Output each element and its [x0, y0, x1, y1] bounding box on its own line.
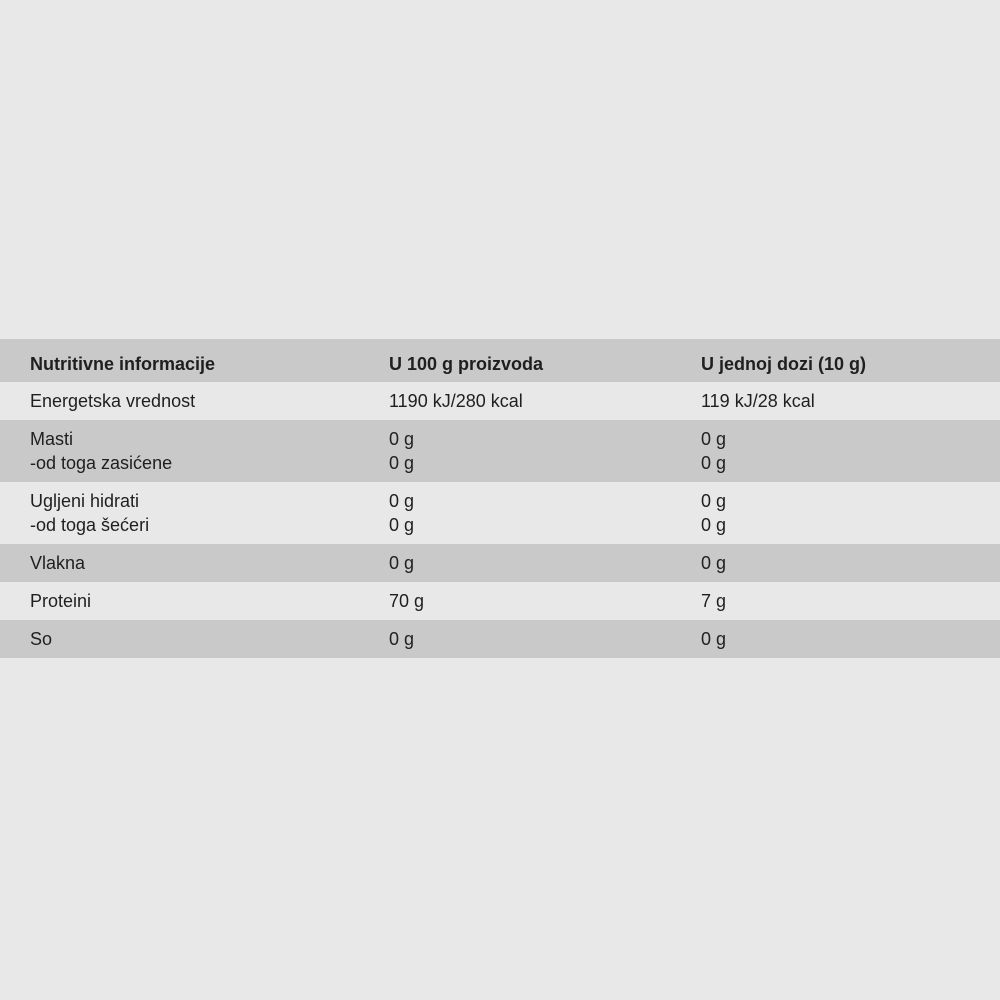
header-nutrition-info: Nutritivne informacije [30, 353, 216, 374]
row-sub-value-per-dose: 0 g [701, 515, 727, 535]
row-label: Vlakna [30, 553, 86, 573]
row-value-per-100g: 1190 kJ/280 kcal [389, 391, 523, 411]
table-row-salt [0, 620, 1000, 658]
row-values-per-100g [389, 427, 701, 482]
row-label: Proteini [30, 591, 92, 611]
row-label: So [30, 629, 53, 649]
nutrition-table [0, 339, 1000, 658]
table-row-fiber [0, 544, 1000, 582]
row-value-per-dose: 0 g [701, 629, 727, 649]
row-label: Ugljeni hidrati [30, 491, 140, 511]
row-value-per-100g: 0 g [389, 491, 415, 511]
row-value-per-dose: 7 g [701, 591, 727, 611]
row-value-per-dose: 0 g [701, 491, 727, 511]
row-sub-value-per-100g: 0 g [389, 515, 415, 535]
row-label: Energetska vrednost [30, 391, 196, 411]
table-row-protein [0, 582, 1000, 620]
table-row-fat [0, 420, 1000, 482]
row-value-per-100g: 70 g [389, 591, 425, 611]
row-sub-label: -od toga zasićene [30, 453, 173, 473]
table-row-energy [0, 382, 1000, 420]
header-per-dose: U jednoj dozi (10 g) [701, 353, 866, 374]
row-value-per-dose: 119 kJ/28 kcal [701, 391, 815, 411]
row-label-group [30, 427, 389, 482]
row-value-per-100g: 0 g [389, 553, 415, 573]
row-sub-label: -od toga šećeri [30, 515, 150, 535]
table-row-carbohydrates [0, 482, 1000, 544]
row-values-per-dose [701, 427, 1000, 482]
row-value-per-dose: 0 g [701, 429, 727, 449]
row-label-group [30, 489, 389, 544]
row-sub-value-per-100g: 0 g [389, 453, 415, 473]
row-label: Masti [30, 429, 74, 449]
row-value-per-dose: 0 g [701, 553, 727, 573]
table-header-row [0, 343, 1000, 382]
header-per-100g: U 100 g proizvoda [389, 353, 544, 374]
row-value-per-100g: 0 g [389, 629, 415, 649]
row-values-per-100g [389, 489, 701, 544]
row-values-per-dose [701, 489, 1000, 544]
row-sub-value-per-dose: 0 g [701, 453, 727, 473]
row-value-per-100g: 0 g [389, 429, 415, 449]
